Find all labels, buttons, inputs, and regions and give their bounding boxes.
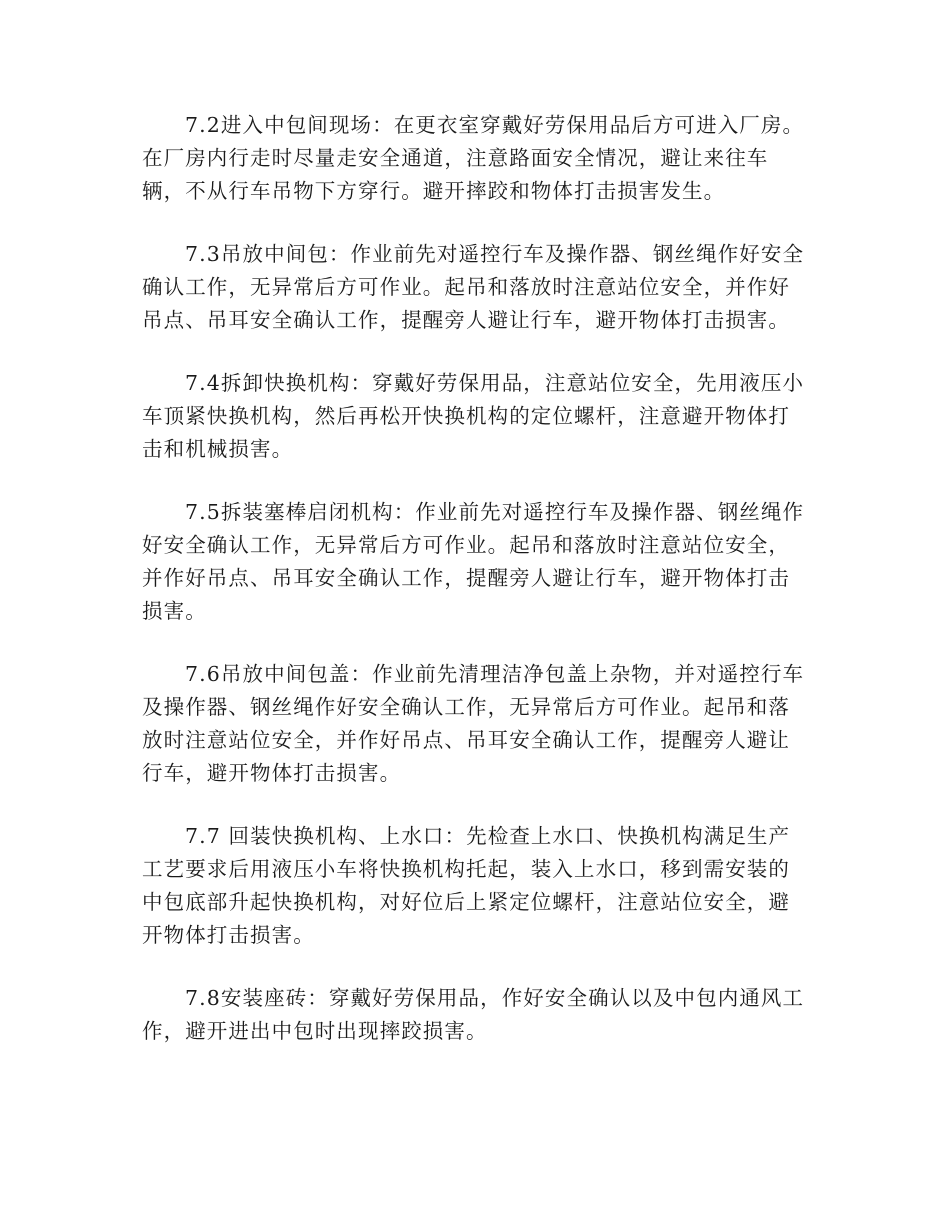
- paragraph-line: 并作好吊点、吊耳安全确认工作，提醒旁人避让行车，避开物体打击: [142, 566, 790, 590]
- paragraph-line: 7.3吊放中间包：作业前先对遥控行车及操作器、钢丝绳作好安全: [185, 242, 805, 266]
- paragraph-line: 7.5拆装塞棒启闭机构：作业前先对遥控行车及操作器、钢丝绳作: [185, 500, 805, 524]
- paragraph-line: 车顶紧快换机构，然后再松开快换机构的定位螺杆，注意避开物体打: [142, 404, 790, 428]
- paragraph-line: 损害。: [142, 599, 207, 623]
- paragraph-line: 吊点、吊耳安全确认工作，提醒旁人避让行车，避开物体打击损害。: [142, 308, 790, 332]
- paragraph-line: 好安全确认工作，无异常后方可作业。起吊和落放时注意站位安全，: [142, 533, 790, 557]
- paragraph-line: 辆，不从行车吊物下方穿行。避开摔跤和物体打击损害发生。: [142, 179, 726, 203]
- paragraph-7-5: [142, 496, 814, 628]
- paragraph-line: 7.4拆卸快换机构：穿戴好劳保用品，注意站位安全，先用液压小: [185, 371, 805, 395]
- paragraph-7-3: [142, 238, 814, 337]
- paragraph-line: 7.2进入中包间现场：在更衣室穿戴好劳保用品后方可进入厂房。: [185, 113, 805, 137]
- paragraph-line: 7.8安装座砖：穿戴好劳保用品，作好安全确认以及中包内通风工: [185, 986, 805, 1010]
- paragraph-line: 中包底部升起快换机构，对好位后上紧定位螺杆，注意站位安全，避: [142, 890, 790, 914]
- paragraph-line: 7.7 回装快换机构、上水口：先检查上水口、快换机构满足生产: [185, 824, 791, 848]
- paragraph-line: 在厂房内行走时尽量走安全通道，注意路面安全情况，避让来往车: [142, 146, 769, 170]
- paragraph-line: 及操作器、钢丝绳作好安全确认工作，无异常后方可作业。起吊和落: [142, 695, 790, 719]
- paragraph-7-8: [142, 982, 814, 1048]
- paragraph-line: 7.6吊放中间包盖：作业前先清理洁净包盖上杂物，并对遥控行车: [185, 662, 805, 686]
- paragraph-line: 确认工作，无异常后方可作业。起吊和落放时注意站位安全，并作好: [142, 275, 790, 299]
- paragraph-line: 行车，避开物体打击损害。: [142, 761, 402, 785]
- document-body: [142, 109, 814, 1078]
- paragraph-line: 开物体打击损害。: [142, 923, 315, 947]
- paragraph-line: 放时注意站位安全，并作好吊点、吊耳安全确认工作，提醒旁人避让: [142, 728, 790, 752]
- paragraph-line: 击和机械损害。: [142, 437, 294, 461]
- paragraph-line: 作，避开进出中包时出现摔跤损害。: [142, 1019, 488, 1043]
- paragraph-line: 工艺要求后用液压小车将快换机构托起，装入上水口，移到需安装的: [142, 857, 790, 881]
- paragraph-7-6: [142, 658, 814, 790]
- paragraph-7-2: [142, 109, 814, 208]
- paragraph-7-4: [142, 367, 814, 466]
- paragraph-7-7: [142, 820, 814, 952]
